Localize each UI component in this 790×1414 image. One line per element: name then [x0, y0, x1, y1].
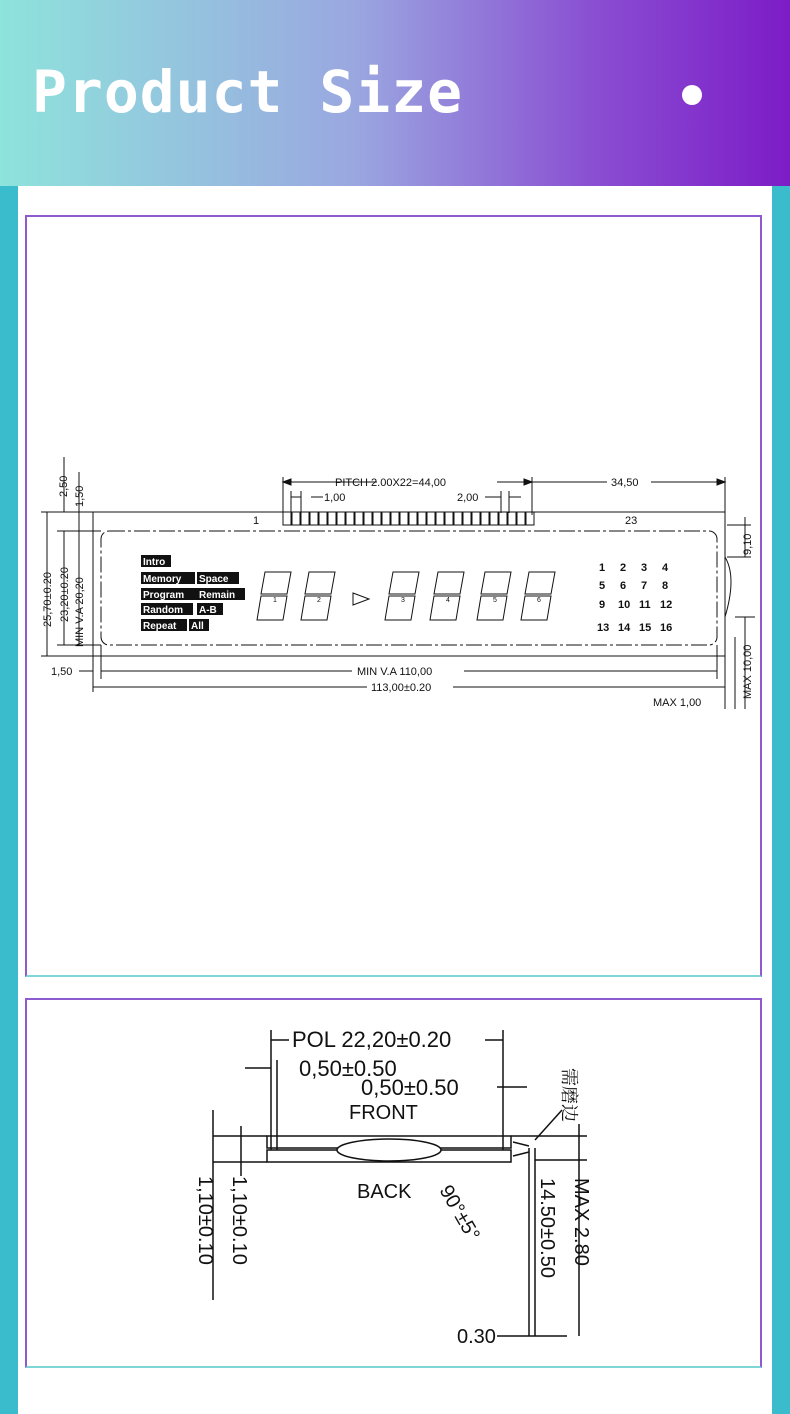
svg-text:4: 4	[446, 597, 450, 604]
pitch-label: PITCH 2.00X22=44,00	[335, 477, 446, 489]
icon-intro: Intro	[143, 557, 166, 568]
pin-first-label: 1	[253, 515, 260, 527]
seven-segment-digit-5	[477, 572, 511, 620]
track-2: 2	[620, 562, 627, 574]
track-11: 11	[639, 599, 651, 611]
seven-segment-digit-4	[430, 572, 464, 620]
svg-text:6: 6	[537, 597, 541, 604]
dim-1-10-a: 1,10±0.10	[194, 1176, 216, 1265]
dim-max-2-80: MAX 2.80	[570, 1178, 592, 1266]
icon-ab: A-B	[199, 605, 217, 616]
right-accent-bar	[772, 186, 790, 1414]
svg-text:3: 3	[401, 597, 405, 604]
offset-left-dim: 0,50±0.50	[299, 1056, 397, 1081]
offset-right-dim: 0,50±0.50	[361, 1075, 459, 1100]
pin-row	[283, 512, 534, 525]
dim-23-20: 23,20±0.20	[59, 567, 71, 622]
front-label: FRONT	[349, 1102, 418, 1124]
icon-random: Random	[143, 605, 183, 616]
dim-max-10: MAX 10,00	[742, 644, 754, 699]
track-number-grid	[597, 562, 672, 634]
track-16: 16	[660, 622, 673, 634]
track-5: 5	[599, 580, 606, 592]
icon-repeat: Repeat	[143, 621, 177, 632]
track-8: 8	[662, 580, 669, 592]
svg-text:2: 2	[317, 597, 321, 604]
dim-0-30: 0.30	[457, 1326, 496, 1348]
dim-2-50: 2,50	[58, 475, 70, 497]
track-13: 13	[597, 622, 610, 634]
dim-min-va-20: MIN V.A 20,20	[74, 577, 86, 647]
track-15: 15	[639, 622, 652, 634]
icon-memory: Memory	[143, 574, 182, 585]
page-title: Product Size	[32, 58, 464, 126]
track-10: 10	[618, 599, 631, 611]
dim-min-va-110: MIN V.A 110,00	[357, 666, 433, 678]
pin-last-label: 23	[625, 515, 638, 527]
svg-text:5: 5	[493, 597, 497, 604]
header-banner	[0, 0, 790, 186]
track-6: 6	[620, 580, 627, 592]
dim-2-00: 2,00	[457, 492, 479, 504]
svg-text:1: 1	[273, 597, 277, 604]
dim-1-00: 1,00	[324, 492, 346, 504]
seven-segment-digit-1	[257, 572, 291, 620]
track-4: 4	[662, 562, 669, 574]
seven-segment-digit-6	[521, 572, 555, 620]
seven-segment-digit-3	[385, 572, 419, 620]
dim-113: 113,00±0.20	[371, 682, 432, 694]
dim-1-10-b: 1,10±0.10	[228, 1176, 250, 1265]
track-9: 9	[599, 599, 606, 611]
side-profile-panel	[25, 998, 762, 1368]
lcd-dimension-drawing	[27, 217, 760, 975]
seven-segment-digit-2	[301, 572, 335, 620]
pol-dimension: POL 22,20±0.20	[292, 1027, 452, 1052]
dim-max-1: MAX 1,00	[653, 697, 702, 709]
dim-1-50-left: 1,50	[51, 666, 73, 678]
icon-all: All	[191, 621, 204, 632]
dim-14-50: 14.50±0.50	[536, 1178, 558, 1278]
lcd-icon-group	[141, 555, 245, 632]
left-accent-bar	[0, 186, 18, 1414]
track-14: 14	[618, 622, 631, 634]
side-profile-drawing	[27, 1000, 760, 1366]
icon-space: Space	[199, 574, 229, 585]
dim-1-50-top: 1,50	[74, 485, 86, 507]
back-label: BACK	[357, 1181, 412, 1203]
seal-ellipse	[337, 1139, 441, 1161]
track-12: 12	[660, 599, 673, 611]
icon-remain: Remain	[199, 590, 236, 601]
edge-grind-label: 需磨边	[559, 1068, 579, 1122]
track-3: 3	[641, 562, 648, 574]
lcd-dimension-panel	[25, 215, 762, 977]
track-1: 1	[599, 562, 606, 574]
dim-34-50: 34,50	[611, 477, 639, 489]
play-arrow-icon	[353, 593, 369, 605]
icon-program: Program	[143, 590, 185, 601]
track-7: 7	[641, 580, 648, 592]
dim-25-70: 25,70±0.20	[42, 572, 54, 627]
angle-label: 90°±5°	[434, 1181, 484, 1245]
dot-decoration	[682, 85, 702, 105]
dim-9-10: 9,10	[742, 533, 754, 555]
